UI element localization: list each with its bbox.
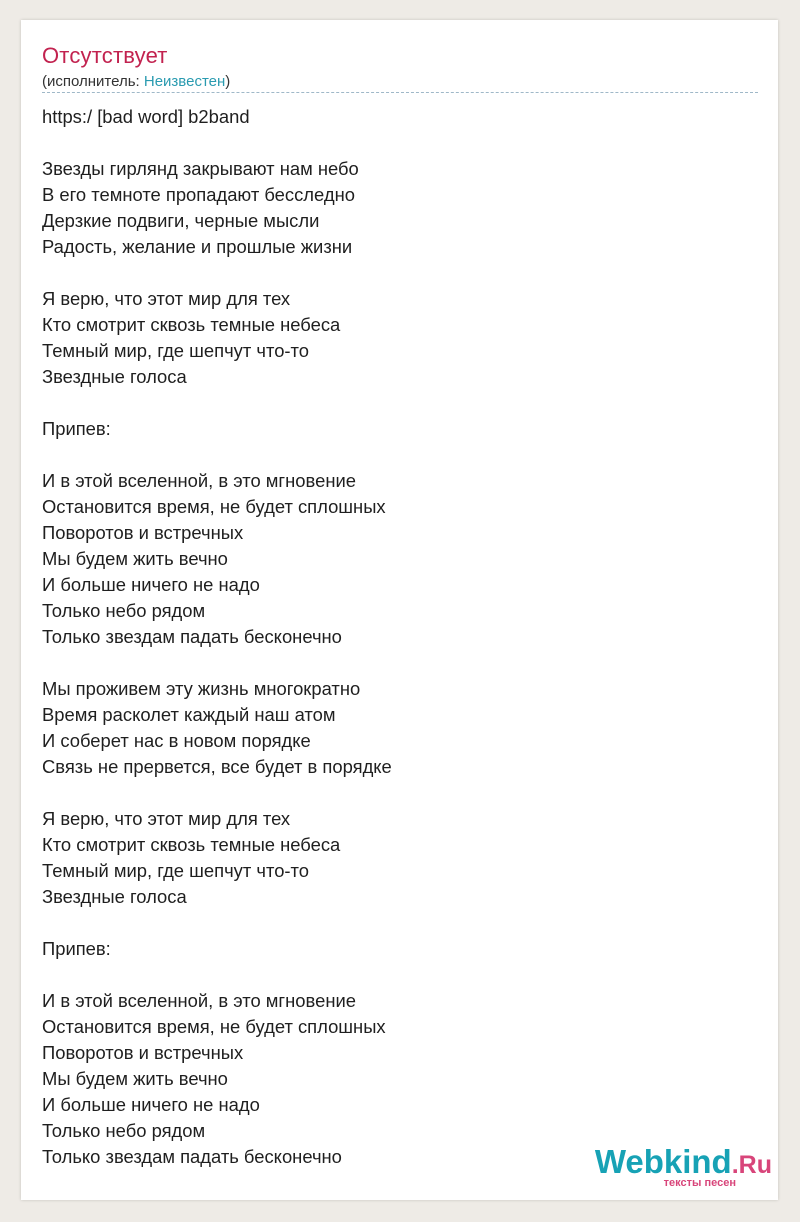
blank-line: [42, 962, 392, 988]
lyric-line: Поворотов и встречных: [42, 522, 244, 543]
song-title: Отсутствует: [42, 43, 168, 68]
lyric-line: В его темноте пропадают бесследно: [42, 184, 355, 205]
blank-line: [42, 390, 392, 416]
lyric-line: Мы проживем эту жизнь многократно: [42, 678, 361, 699]
lyric-line: Поворотов и встречных: [42, 1042, 244, 1063]
lyrics-text: [42, 104, 392, 1170]
lyric-line: Только звездам падать бесконечно: [42, 1146, 342, 1167]
blank-line: [42, 780, 392, 806]
lyric-line: Остановится время, не будет сплошных: [42, 496, 386, 517]
artist-link[interactable]: Неизвестен: [143, 73, 226, 90]
lyric-line: Темный мир, где шепчут что-то: [42, 860, 309, 881]
lyric-line: Звездные голоса: [42, 886, 187, 907]
logo-tld: .Ru: [731, 1151, 772, 1179]
lyric-line: Только звездам падать бесконечно: [42, 626, 342, 647]
lyric-line: Припев:: [42, 938, 111, 959]
artist-prefix: (исполнитель:: [42, 73, 144, 90]
lyric-line: И в этой вселенной, в это мгновение: [42, 990, 356, 1011]
lyric-line: Кто смотрит сквозь темные небеса: [42, 314, 341, 335]
lyric-line: Время расколет каждый наш атом: [42, 704, 336, 725]
lyric-line: Звездные голоса: [42, 366, 187, 387]
lyric-line: Мы будем жить вечно: [42, 1068, 228, 1089]
lyric-line: Только небо рядом: [42, 1120, 206, 1141]
dashed-divider: [42, 92, 758, 93]
logo-brand: Webkind: [594, 1143, 732, 1180]
blank-line: [42, 442, 392, 468]
artist-suffix: ): [225, 73, 231, 90]
lyrics-card: [21, 20, 778, 1200]
blank-line: [42, 260, 392, 286]
lyric-line: И соберет нас в новом порядке: [42, 730, 311, 751]
lyric-line: Припев:: [42, 418, 111, 439]
blank-line: [42, 910, 392, 936]
lyric-line: И больше ничего не надо: [42, 1094, 260, 1115]
lyric-line: Дерзкие подвиги, черные мысли: [42, 210, 320, 231]
blank-line: [42, 130, 392, 156]
lyric-line: И в этой вселенной, в это мгновение: [42, 470, 356, 491]
lyric-line: Остановится время, не будет сплошных: [42, 1016, 386, 1037]
lyric-line: Только небо рядом: [42, 600, 206, 621]
lyric-line: Звезды гирлянд закрывают нам небо: [42, 158, 359, 179]
lyric-line: https:/ [bad word] b2band: [42, 106, 250, 127]
lyric-line: И больше ничего не надо: [42, 574, 260, 595]
lyric-line: Я верю, что этот мир для тех: [42, 808, 291, 829]
artist-line: [42, 73, 230, 91]
blank-line: [42, 650, 392, 676]
logo-subtitle: тексты песен: [663, 1177, 736, 1189]
site-logo[interactable]: [582, 1144, 772, 1196]
lyric-line: Я верю, что этот мир для тех: [42, 288, 291, 309]
lyric-line: Связь не прервется, все будет в порядке: [42, 756, 392, 777]
lyric-line: Кто смотрит сквозь темные небеса: [42, 834, 341, 855]
lyric-line: Темный мир, где шепчут что-то: [42, 340, 309, 361]
lyric-line: Радость, желание и прошлые жизни: [42, 236, 353, 257]
lyric-line: Мы будем жить вечно: [42, 548, 228, 569]
